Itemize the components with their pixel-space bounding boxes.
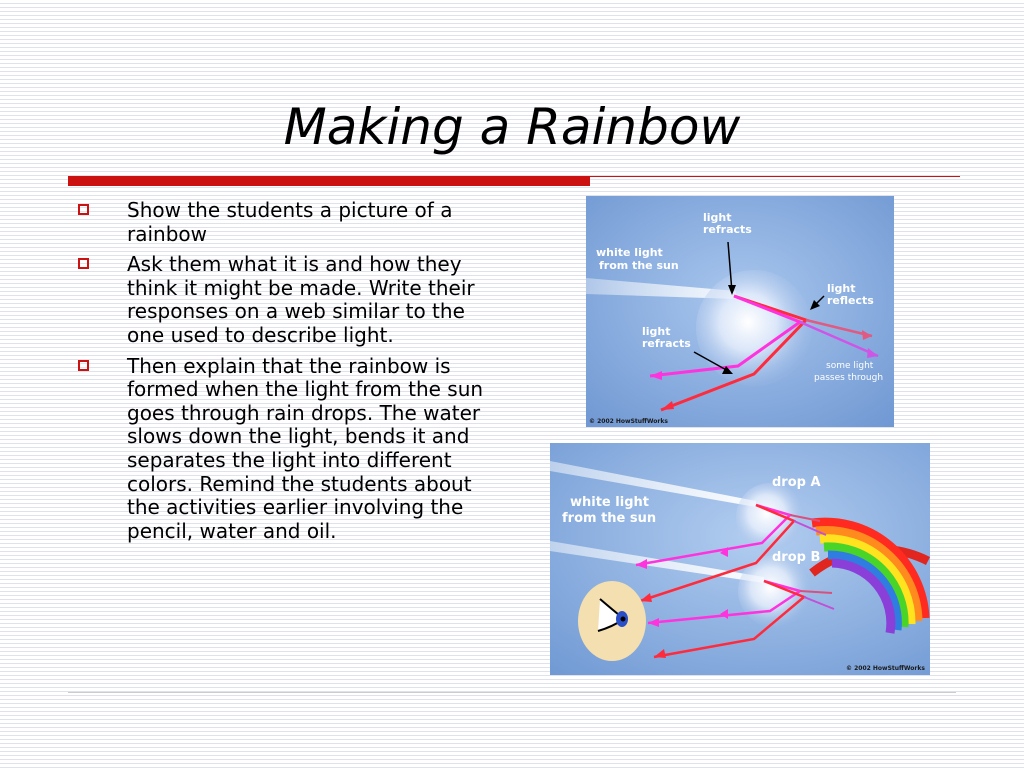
label-text: drop A [772,475,821,490]
copyright-text: © 2002 HowStuffWorks [589,418,668,425]
label-text: white light [596,246,663,259]
label-text: some light [826,361,874,371]
label-text: reflects [827,294,874,307]
label-text: light [703,211,732,224]
bullet-list [78,199,498,550]
bullet-item [78,253,498,347]
label-text: drop B [772,550,821,565]
raindrop-a [736,483,804,551]
label-text: from the sun [599,259,679,272]
label-text: refracts [642,337,691,350]
bullet-item [78,199,498,246]
title-underline-thin [590,176,960,177]
copyright-text: © 2002 HowStuffWorks [846,665,925,672]
label-text: white light [570,495,649,510]
bullet-item [78,355,498,544]
raindrop-refraction-figure [586,196,894,427]
square-bullet-icon [78,360,89,371]
slide-title: Making a Rainbow [283,98,741,156]
bullet-text: Ask them what it is and how they think it might be made. Write their responses on a web similar to the one used to describe light. [127,252,475,347]
footer-divider [68,692,956,693]
label-text: light [827,282,856,295]
label-text: passes through [814,373,884,383]
rainbow-formation-figure [550,443,930,675]
eye-icon [578,581,646,661]
label-text: from the sun [562,511,657,526]
bullet-text: Show the students a picture of a rainbow [127,198,453,246]
label-text: light [642,325,671,338]
bullet-text: Then explain that the rainbow is formed when the light from the sun goes through rain drops. The water slows down the light, bends it and separates the light into different colors. Remind the students about the activities earlier involving the pencil, water and oil. [127,353,484,543]
label-text: refracts [703,223,752,236]
title-underline-red [68,176,590,186]
square-bullet-icon [78,204,89,215]
square-bullet-icon [78,258,89,269]
